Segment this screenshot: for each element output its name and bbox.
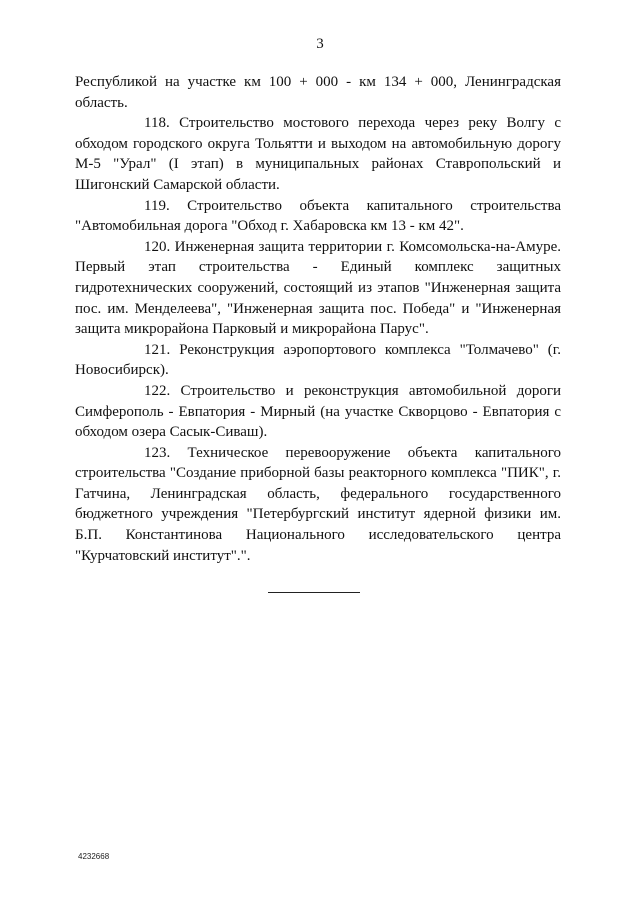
paragraph-item-120: 120. Инженерная защита территории г. Комсомольска-на-Амуре. Первый этап строительства - Единый комплекс защитных гидротехнических сооружений, состоящий из этапов "Инженерная защита пос. им. Менделеева", "Инженерная защита пос. Победа" и "Инженерная защита микрорайона Парковый и микрорайона Парус". — [75, 238, 561, 338]
document-id: 4232668 — [78, 852, 110, 861]
paragraph-item-122: 122. Строительство и реконструкция автомобильной дороги Симферополь - Евпатория - Мирный (на участке Скворцово - Евпатория с обходом озера Сасык-Сиваш). — [75, 382, 561, 441]
paragraph-item-118: 118. Строительство мостового перехода через реку Волгу с обходом городского округа Тольятти и выходом на автомобильную дорогу М-5 "Урал" (I этап) в муниципальных районах Ставропольский и Шигонский Самарской области. — [75, 115, 561, 193]
page-number: 3 — [316, 36, 324, 52]
document-body — [75, 72, 561, 566]
end-separator-line — [268, 592, 360, 593]
paragraph-item-119: 119. Строительство объекта капитального строительства "Автомобильная дорога "Обход г. Хабаровска км 13 - км 42". — [75, 197, 561, 235]
paragraph-item-123: 123. Техническое перевооружение объекта капитального строительства "Создание приборной базы реакторного комплекса "ПИК", г. Гатчина, Ленинградская область, федерального государственного бюджетного учреждения "Петербургский институт ядерной физики им. Б.П. Константинова Национального исследовательского центра "Курчатовский институт".". — [75, 444, 561, 564]
paragraph-continuation: Республикой на участке км 100 + 000 - км 134 + 000, Ленинградская область. — [75, 74, 561, 111]
paragraph-item-121: 121. Реконструкция аэропортового комплекса "Толмачево" (г. Новосибирск). — [75, 341, 561, 379]
